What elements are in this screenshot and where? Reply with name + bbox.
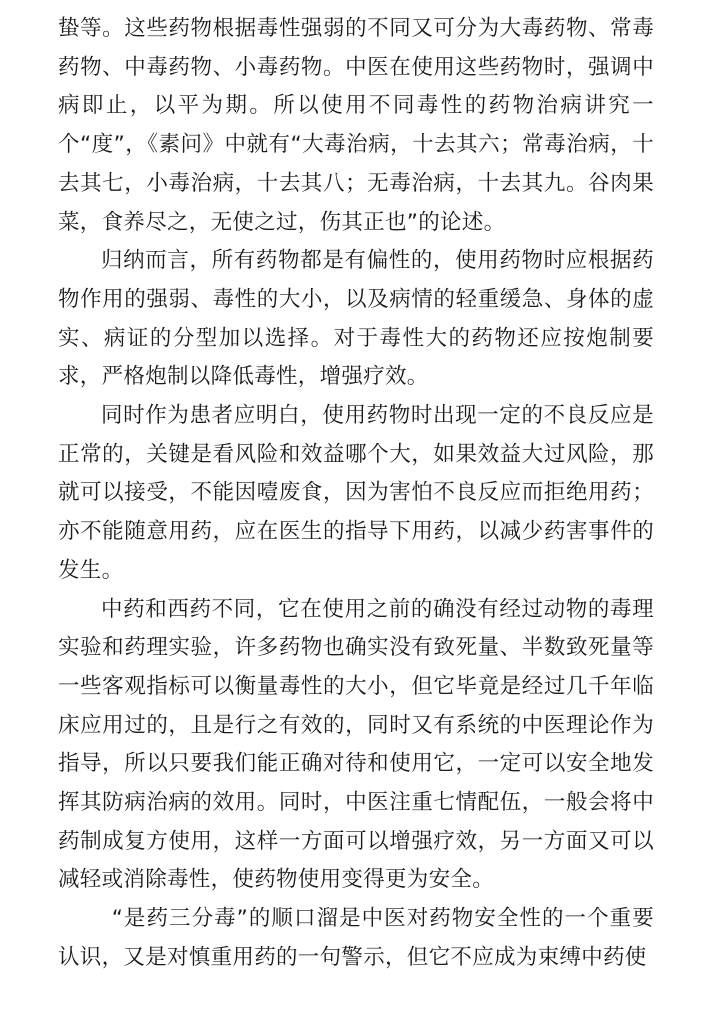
paragraph-patient-advice: 同时作为患者应明白，使用药物时出现一定的不良反应是正常的，关键是看风险和效益哪个大，如果效益大过风险，那就可以接受，不能因噎废食，因为害怕不良反应而拒绝用药；亦不能随意用药，应在医生的指导下用药，以减少药害事件的发生。	[58, 403, 654, 583]
paragraph-summary: 归纳而言，所有药物都是有偏性的，使用药物时应根据药物作用的强弱、毒性的大小，以及病情的轻重缓急、身体的虚实、病证的分型加以选择。对于毒性大的药物还应按炮制要求，严格炮制以降低毒性，增强疗效。	[58, 248, 654, 390]
paragraph-saying: “是药三分毒”的顺口溜是中医对药物安全性的一个重要认识，又是对慎重用药的一句警示，但它不应成为束缚中药使	[58, 906, 654, 970]
paragraph-toxicity-grades: 蛰等。这些药物根据毒性强弱的不同又可分为大毒药物、常毒药物、中毒药物、小毒药物。中医在使用这些药物时，强调中病即止，以平为期。所以使用不同毒性的药物治病讲究一个“度”，《素问》中就有“大毒治病，十去其六；常毒治病，十去其七，小毒治病，十去其八；无毒治病，十去其九。谷肉果菜，食养尽之，无使之过，伤其正也”的论述。	[58, 16, 654, 235]
paragraph-chinese-vs-western: 中药和西药不同，它在使用之前的确没有经过动物的毒理实验和药理实验，许多药物也确实没有致死量、半数致死量等一些客观指标可以衡量毒性的大小，但它毕竟是经过几千年临床应用过的，且是行之有效的，同时又有系统的中医理论作为指导，所以只要我们能正确对待和使用它，一定可以安全地发挥其防病治病的效用。同时，中医注重七情配伍，一般会将中药制成复方使用，这样一方面可以增强疗效，另一方面又可以减轻或消除毒性，使药物使用变得更为安全。	[58, 596, 654, 893]
